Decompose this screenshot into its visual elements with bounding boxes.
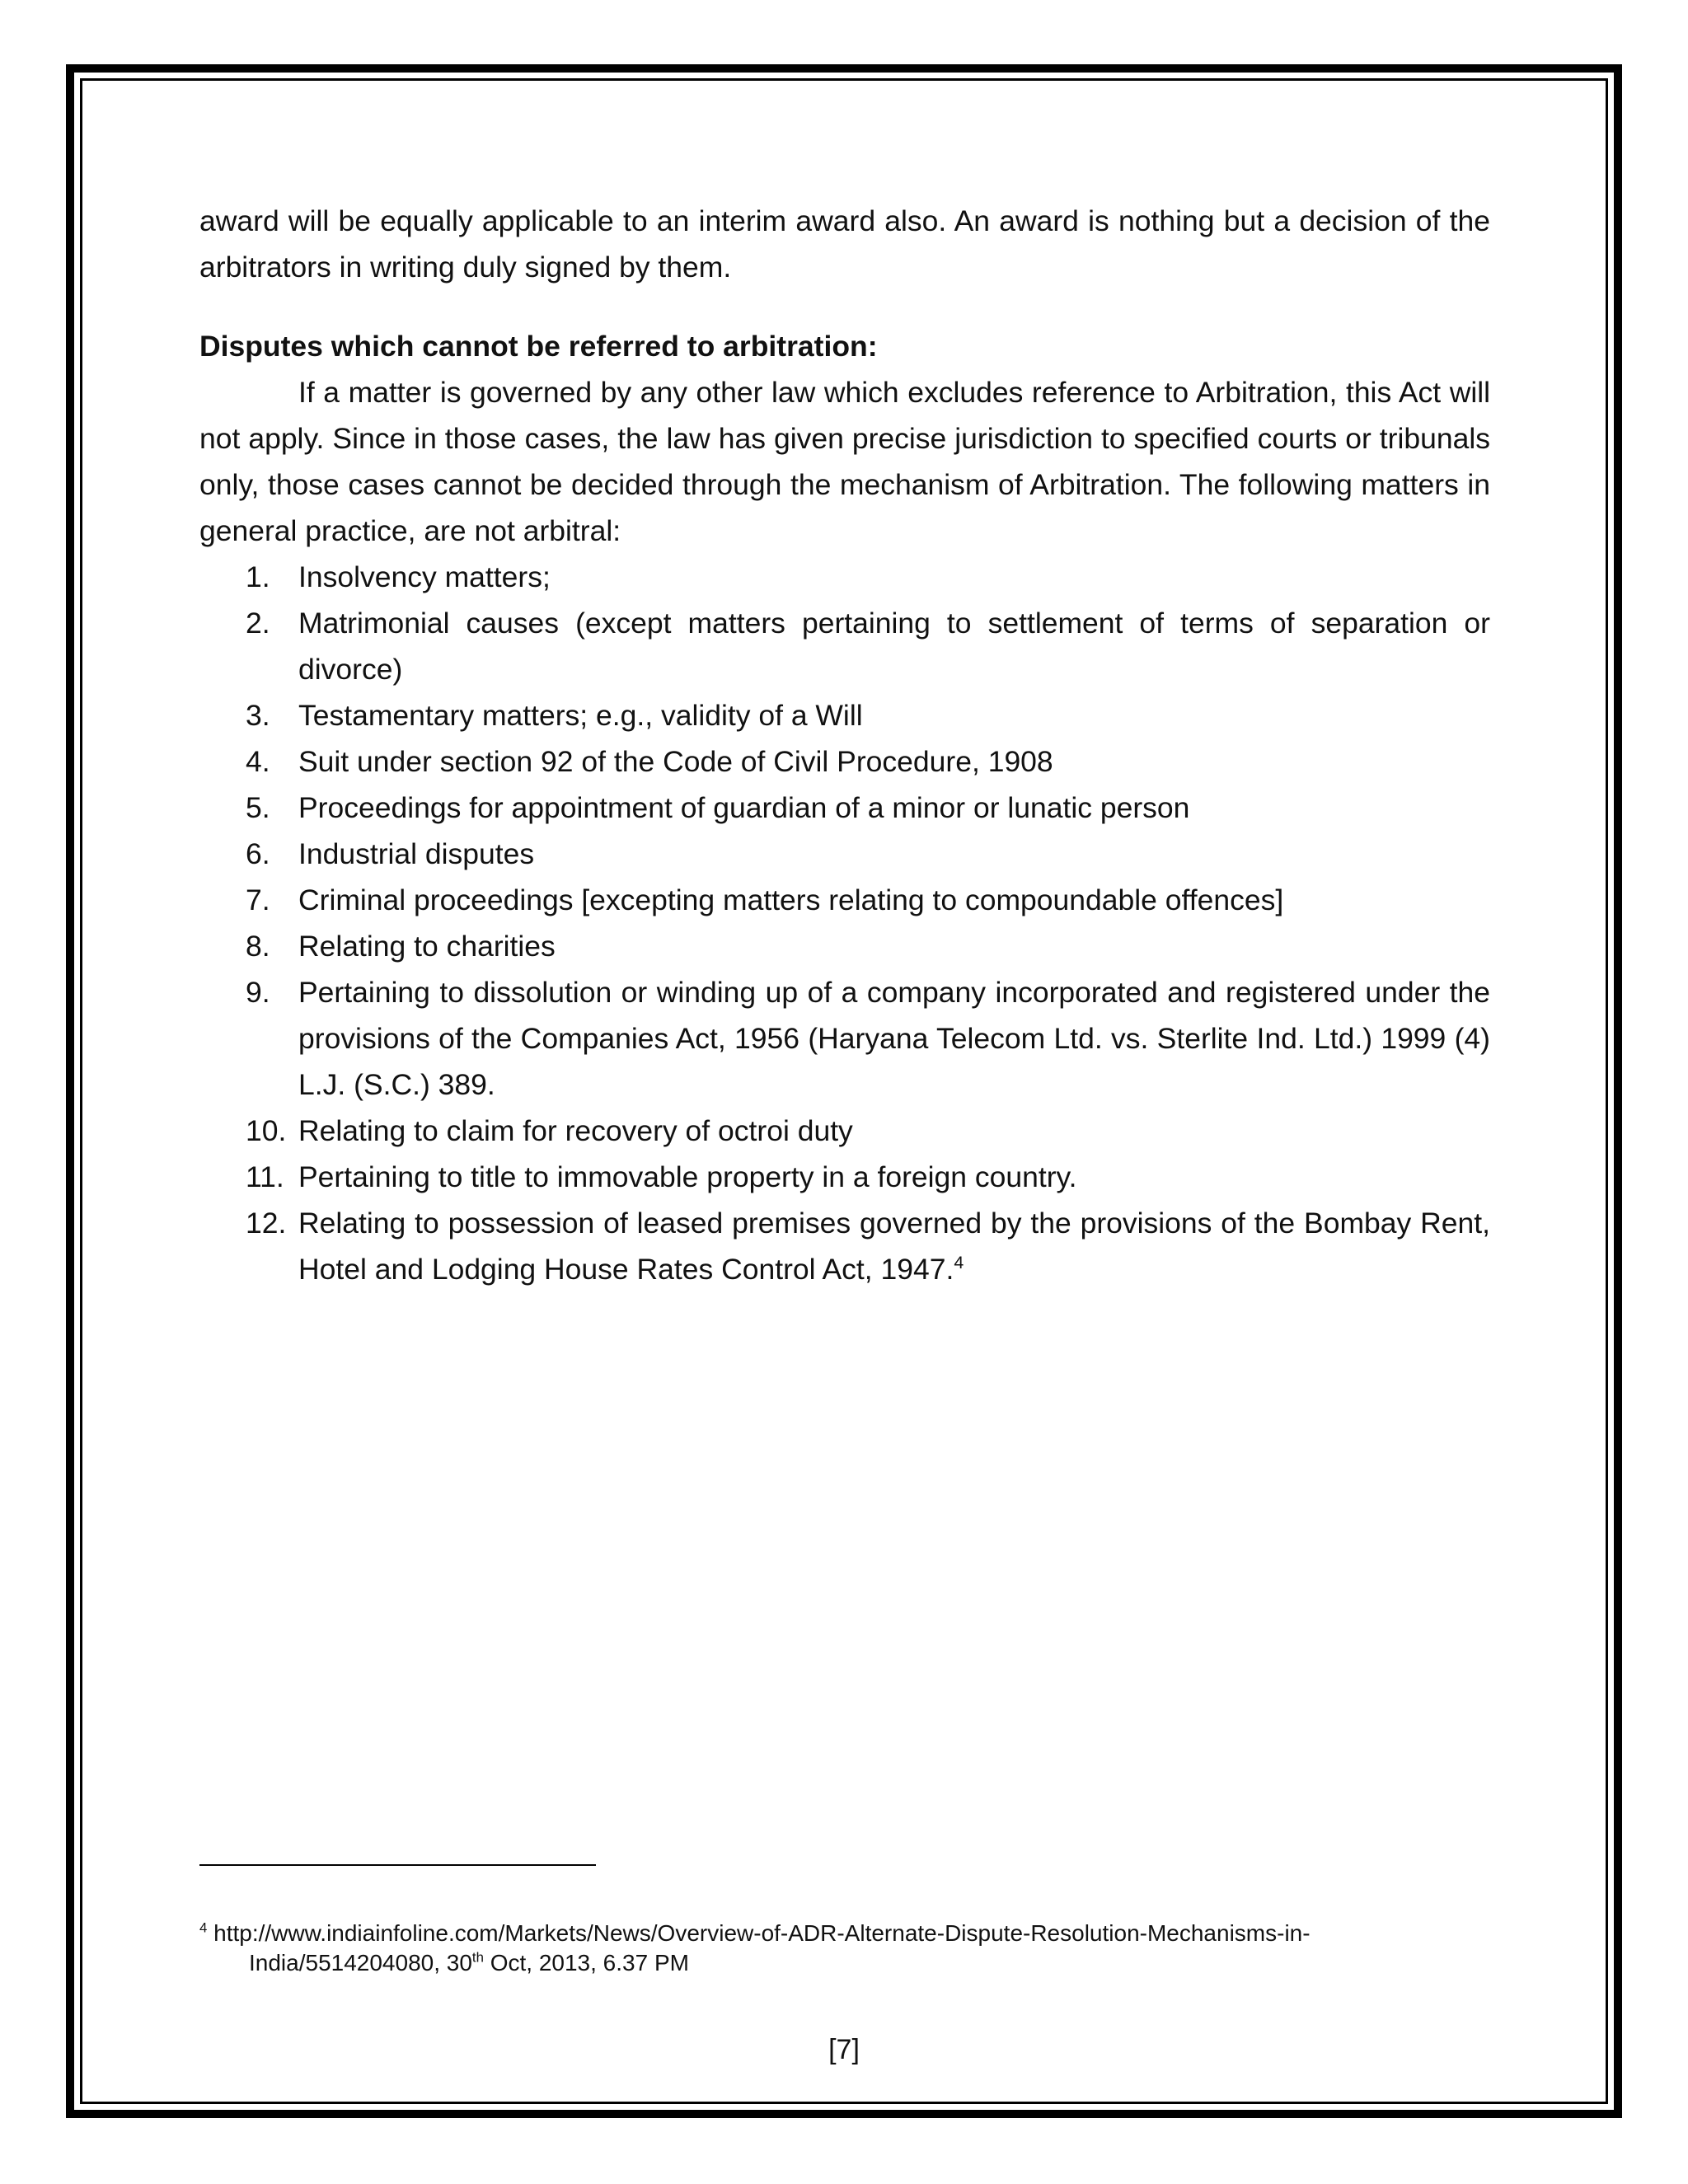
list-item — [199, 1200, 1490, 1292]
list-item-text: Pertaining to title to immovable property in a foreign country. — [298, 1160, 1077, 1193]
footnote-ordinal: th — [471, 1949, 484, 1966]
footnote-line-2 — [199, 1948, 1490, 1978]
footnote-date: Oct, 2013, 6.37 PM — [483, 1950, 689, 1975]
section-heading: Disputes which cannot be referred to arbitration: — [199, 330, 878, 363]
list-item — [199, 785, 1490, 831]
list-item-text: Criminal proceedings [excepting matters relating to compoundable offences] — [298, 883, 1284, 916]
list-item — [199, 969, 1490, 1108]
list-item-number: 11. — [246, 1160, 284, 1193]
list-item — [199, 831, 1490, 877]
list-item — [199, 1108, 1490, 1154]
footnote-marker: 4 — [199, 1919, 208, 1936]
list-item-text: Insolvency matters; — [298, 560, 551, 593]
list-item-number: 4. — [246, 745, 270, 778]
list-item-text: Pertaining to dissolution or winding up of a company incorporated and registered under the provisions of the Companies Act, 1956 (Haryana Telecom Ltd. vs. Sterlite Ind. Ltd.) 1999 (4) L.J. (S.C.) 389. — [298, 976, 1490, 1101]
footnote-line-1 — [199, 1919, 1490, 1948]
list-item-number: 9. — [246, 976, 270, 1009]
footnote-separator — [199, 1864, 596, 1866]
list-item-number: 5. — [246, 791, 270, 824]
list-item-number: 7. — [246, 883, 270, 916]
list-item-number: 6. — [246, 837, 270, 870]
list-item-text: Relating to claim for recovery of octroi duty — [298, 1114, 853, 1147]
footnote-reference[interactable]: 4 — [954, 1253, 964, 1273]
list-item-number: 8. — [246, 930, 270, 963]
list-item-number: 1. — [246, 560, 270, 593]
section-paragraph: If a matter is governed by any other law which excludes reference to Arbitration, this Act will not apply. Since in those cases, the law has given precise jurisdiction to specified courts or tribunals only, those cases cannot be decided through the mechanism of Arbitration. The following matters in general practice, are not arbitral: — [199, 376, 1490, 547]
list-item-text: Matrimonial causes (except matters pertaining to settlement of terms of separation or divorce) — [298, 607, 1490, 686]
page-body — [199, 198, 1490, 1292]
list-item-number: 10. — [246, 1114, 287, 1147]
list-item-text: Relating to charities — [298, 930, 556, 963]
list-item-text: Industrial disputes — [298, 837, 535, 870]
list-item — [199, 600, 1490, 692]
footnote — [199, 1919, 1490, 1978]
list-item-text: Relating to possession of leased premises governed by the provisions of the Bombay Rent, Hotel and Lodging House Rates Control Act, 1947. — [298, 1207, 1490, 1286]
list-item-number: 2. — [246, 607, 270, 640]
paragraph-spacer — [199, 290, 1490, 323]
intro-paragraph: award will be equally applicable to an interim award also. An award is nothing but a decision of the arbitrators in writing duly signed by them. — [199, 204, 1490, 284]
list-item — [199, 692, 1490, 738]
list-item — [199, 554, 1490, 600]
list-item-text: Testamentary matters; e.g., validity of a Will — [298, 699, 863, 732]
list-item-number: 12. — [246, 1207, 287, 1240]
page-number: [7] — [828, 2034, 860, 2065]
list-item-text: Proceedings for appointment of guardian of a minor or lunatic person — [298, 791, 1190, 824]
list-item — [199, 1154, 1490, 1200]
list-item-text: Suit under section 92 of the Code of Civil Procedure, 1908 — [298, 745, 1053, 778]
list-item — [199, 877, 1490, 923]
non-arbitrable-list — [199, 554, 1490, 1292]
list-item-number: 3. — [246, 699, 270, 732]
list-item — [199, 738, 1490, 785]
footnote-url[interactable]: http://www.indiainfoline.com/Markets/News/Overview-of-ADR-Alternate-Dispute-Resolution-Mechanisms-in- — [213, 1920, 1311, 1946]
list-item — [199, 923, 1490, 969]
footnote-url-end[interactable]: India/5514204080, 30 — [249, 1950, 472, 1975]
